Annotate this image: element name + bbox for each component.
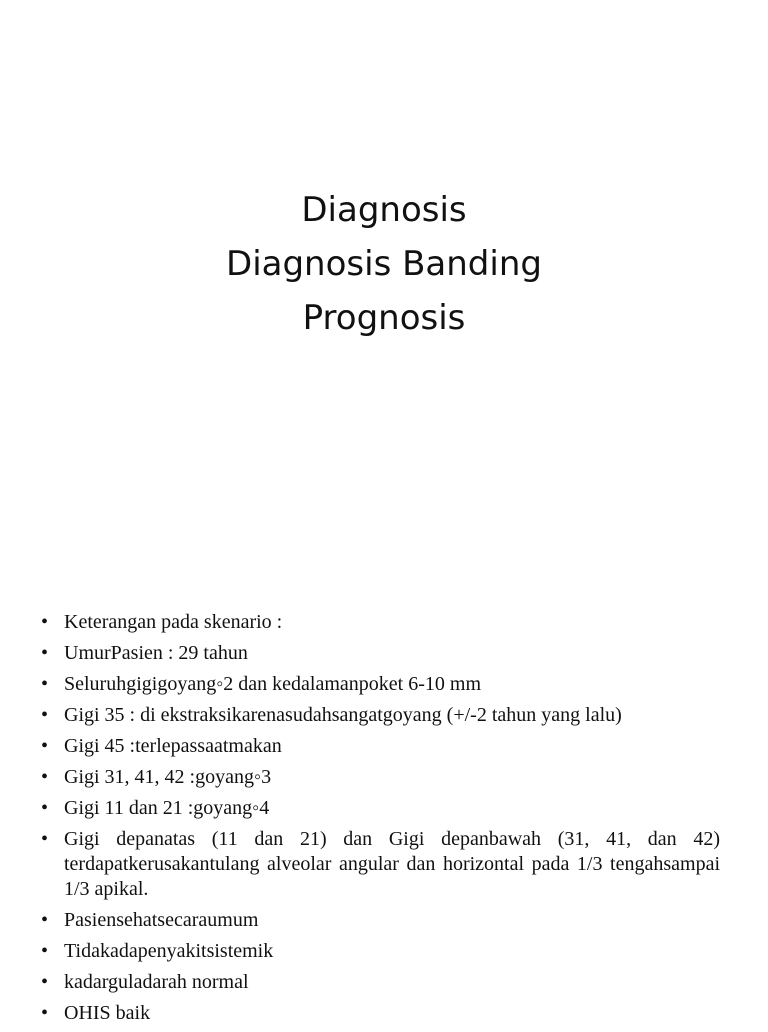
list-item-text: Gigi 45 :terlepassaatmakan (64, 735, 282, 757)
list-item-text: OHIS baik (64, 1002, 151, 1024)
title-line-prognosis: Prognosis (302, 298, 466, 338)
list-item-text: Keterangan pada skenario : (64, 611, 283, 633)
bullet-icon: • (41, 673, 49, 695)
list-item (40, 827, 720, 902)
bullet-icon: • (41, 642, 49, 664)
bullet-icon: • (41, 797, 49, 819)
bullet-icon: • (41, 828, 49, 850)
title-line-diagnosis: Diagnosis (301, 190, 467, 230)
list-item (40, 672, 720, 697)
slide-title (0, 183, 768, 345)
bullet-icon: • (41, 766, 49, 788)
list-item (40, 610, 720, 635)
bullet-icon: • (41, 909, 49, 931)
list-item (40, 765, 720, 790)
list-item (40, 1001, 720, 1026)
list-item-text: Gigi 11 dan 21 :goyang◦4 (64, 797, 270, 819)
bullet-icon: • (41, 1002, 49, 1024)
bullet-icon: • (41, 940, 49, 962)
list-item-text: Tidakadapenyakitsistemik (64, 940, 274, 962)
bullet-icon: • (41, 704, 49, 726)
list-item (40, 970, 720, 995)
list-item-text: Pasiensehatsecaraumum (64, 909, 259, 931)
list-item (40, 908, 720, 933)
list-item (40, 939, 720, 964)
list-item (40, 703, 720, 728)
list-item-text: UmurPasien : 29 tahun (64, 642, 248, 664)
bullet-list (40, 610, 720, 1032)
bullet-icon: • (41, 971, 49, 993)
list-item (40, 796, 720, 821)
bullet-icon: • (41, 611, 49, 633)
bullet-icon: • (41, 735, 49, 757)
list-item-text: Gigi depanatas (11 dan 21) dan Gigi depanbawah (31, 41, dan 42) terdapatkerusakantulang alveolar angular dan horizontal pada 1/3 tengahsampai 1/3 apikal. (64, 828, 720, 900)
list-item-text: Seluruhgigigoyang◦2 dan kedalamanpoket 6-10 mm (64, 673, 482, 695)
list-item-text: kadarguladarah normal (64, 971, 249, 993)
list-item (40, 641, 720, 666)
list-item (40, 734, 720, 759)
list-item-text: Gigi 31, 41, 42 :goyang◦3 (64, 766, 272, 788)
title-line-diagnosis-banding: Diagnosis Banding (226, 244, 542, 284)
list-item-text: Gigi 35 : di ekstraksikarenasudahsangatgoyang (+/-2 tahun yang lalu) (64, 704, 622, 726)
